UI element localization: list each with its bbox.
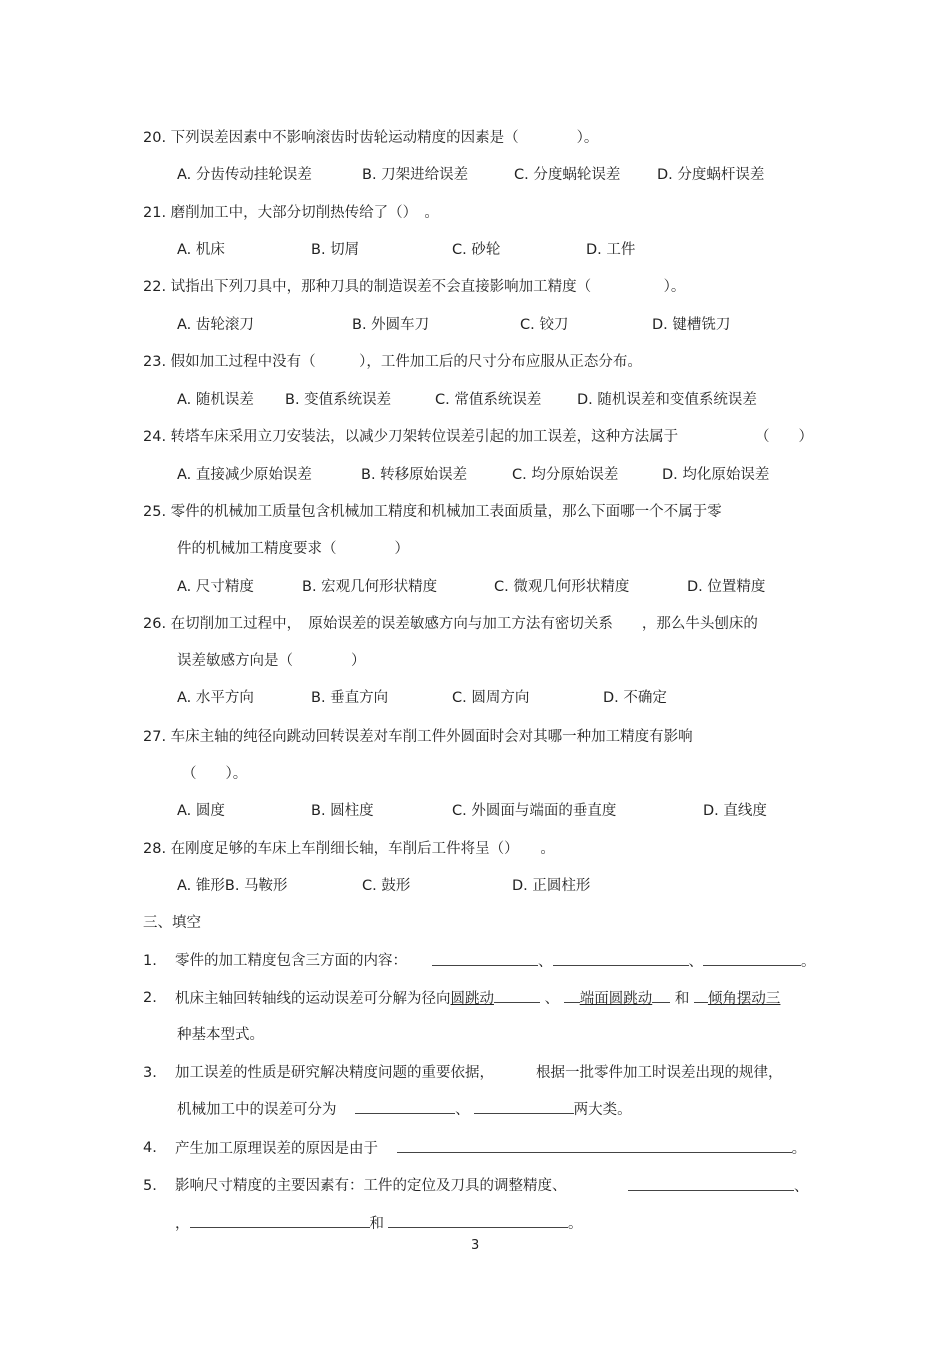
fill-2-line-2: 种基本型式。 [177, 1027, 264, 1043]
q22-option-b: B. 外圆车刀 [352, 317, 430, 333]
fill-5-end: 。 [568, 1216, 583, 1232]
fill-2-answer-1: 圆跳动 [450, 991, 494, 1007]
q25-option-d: D. 位置精度 [687, 579, 766, 595]
fill-2-number: 2. [143, 990, 157, 1006]
q24-option-c: C. 均分原始误差 [512, 467, 619, 483]
q27-option-a: A. 圆度 [177, 803, 225, 819]
fill-5-blank-1[interactable] [628, 1176, 794, 1191]
q23-option-a: A. 随机误差 [177, 392, 254, 408]
fill-5-comma: ， [175, 1216, 190, 1232]
q26-option-c: C. 圆周方向 [452, 690, 530, 706]
fill-2-line-1 [175, 988, 780, 1009]
fill-1-number: 1. [143, 953, 157, 969]
fill-5-number: 5. [143, 1178, 157, 1194]
q22-option-c: C. 铰刀 [520, 317, 569, 333]
q24-option-b: B. 转移原始误差 [361, 467, 468, 483]
q21-option-c: C. 砂轮 [452, 242, 501, 258]
q28-option-d: D. 正圆柱形 [512, 878, 591, 894]
fill-2-blank-1[interactable] [494, 988, 540, 1003]
q23-option-c: C. 常值系统误差 [435, 392, 542, 408]
q25-option-c: C. 微观几何形状精度 [494, 579, 630, 595]
fill-4-end: 。 [791, 1141, 807, 1157]
fill-5-blank-group-1 [628, 1176, 809, 1197]
question-27-text: 27. 车床主轴的纯径向跳动回转误差对车削工件外圆面时会对其哪一种加工精度有影响 [143, 729, 693, 745]
q24-option-a: A. 直接减少原始误差 [177, 467, 312, 483]
fill-5-blank-2[interactable] [190, 1213, 370, 1228]
fill-4-number: 4. [143, 1140, 157, 1156]
question-24-text: 24. 转塔车床采用立刀安装法，以减少刀架转位误差引起的加工误差，这种方法属于 [143, 429, 679, 445]
question-26-text: 26. 在切削加工过程中， 原始误差的误差敏感方向与加工方法有密切关系 ，那么牛头刨床的 [143, 616, 758, 632]
section-title: 三、填空 [143, 915, 201, 931]
q20-option-a: A. 分齿传动挂轮误差 [177, 167, 312, 183]
q28-option-a-b: A. 锥形B. 马鞍形 [177, 878, 288, 894]
fill-2-answer-3: 倾角摆动三 [707, 991, 781, 1007]
fill-5-blank-3[interactable] [388, 1213, 568, 1228]
q21-option-b: B. 切屑 [311, 242, 360, 258]
fill-3-blank-1[interactable] [355, 1099, 455, 1114]
question-27-text-cont: （ ）。 [182, 766, 248, 782]
fill-2-answer-2: 端面圆跳动 [579, 991, 653, 1007]
fill-1-sep-2: 、 [688, 954, 703, 970]
q24-option-d: D. 均化原始误差 [662, 467, 770, 483]
fill-5-line-2 [175, 1213, 583, 1234]
question-22-text: 22. 试指出下列刀具中，那种刀具的制造误差不会直接影响加工精度（ ）。 [143, 279, 686, 295]
q22-option-a: A. 齿轮滚刀 [177, 317, 254, 333]
q20-option-b: B. 刀架进给误差 [362, 167, 469, 183]
fill-1-blank-1[interactable] [432, 951, 538, 966]
fill-2-blank-2b[interactable] [652, 988, 670, 1003]
q21-option-d: D. 工件 [586, 242, 636, 258]
fill-3-text-b: 根据一批零件加工时误差出现的规律， [536, 1065, 783, 1081]
fill-1-sep-1: 、 [538, 954, 553, 970]
fill-1-blanks [432, 951, 816, 972]
question-26-text-cont: 误差敏感方向是（ ） [177, 653, 366, 669]
q28-option-c: C. 鼓形 [362, 878, 411, 894]
q20-option-d: D. 分度蜗杆误差 [657, 167, 765, 183]
fill-5-text: 影响尺寸精度的主要因素有：工件的定位及刀具的调整精度、 [175, 1178, 567, 1194]
q25-option-a: A. 尺寸精度 [177, 579, 254, 595]
fill-1-text: 零件的加工精度包含三方面的内容： [175, 953, 407, 969]
question-28-text: 28. 在刚度足够的车床上车削细长轴，车削后工件将呈（） 。 [143, 841, 555, 857]
question-25-text-cont: 件的机械加工精度要求（ ） [177, 541, 409, 557]
fill-2-text: 机床主轴回转轴线的运动误差可分解为径向 [175, 991, 451, 1007]
fill-3-sep-1: 、 [455, 1102, 470, 1118]
fill-3-text: 加工误差的性质是研究解决精度问题的重要依据， [175, 1065, 494, 1081]
fill-5-sep-1: 、 [794, 1179, 809, 1195]
q25-option-b: B. 宏观几何形状精度 [302, 579, 438, 595]
fill-4-blank[interactable] [397, 1138, 792, 1153]
q27-option-b: B. 圆柱度 [311, 803, 374, 819]
q27-option-c: C. 外圆面与端面的垂直度 [452, 803, 617, 819]
q27-option-d: D. 直线度 [703, 803, 767, 819]
question-24-answer-paren: （ ） [755, 429, 813, 445]
fill-2-blank-2a[interactable] [564, 988, 580, 1003]
question-25-text: 25. 零件的机械加工质量包含机械加工精度和机械加工表面质量，那么下面哪一个不属于零 [143, 504, 722, 520]
question-21-text: 21. 磨削加工中，大部分切削热传给了（） 。 [143, 205, 439, 221]
q23-option-d: D. 随机误差和变值系统误差 [577, 392, 757, 408]
fill-2-blank-3[interactable] [694, 988, 708, 1003]
fill-1-end: 。 [801, 954, 816, 970]
fill-3-blank-2[interactable] [474, 1099, 574, 1114]
fill-4-text: 产生加工原理误差的原因是由于 [175, 1141, 378, 1157]
fill-2-sep-1: 、 [544, 991, 560, 1007]
q26-option-d: D. 不确定 [603, 690, 667, 706]
fill-1-blank-3[interactable] [703, 951, 801, 966]
page-number: 3 [471, 1238, 480, 1253]
fill-3-line-2 [177, 1099, 632, 1120]
fill-4-line [175, 1138, 806, 1159]
q21-option-a: A. 机床 [177, 242, 225, 258]
question-20-text: 20. 下列误差因素中不影响滚齿时齿轮运动精度的因素是（ ）。 [143, 130, 599, 146]
fill-2-and: 和 [674, 991, 690, 1007]
fill-1-blank-2[interactable] [553, 951, 689, 966]
fill-3-number: 3. [143, 1065, 157, 1081]
fill-5-and: 和 [369, 1216, 384, 1232]
q20-option-c: C. 分度蜗轮误差 [514, 167, 621, 183]
fill-3-line-2-text: 机械加工中的误差可分为 [177, 1102, 337, 1118]
q22-option-d: D. 键槽铣刀 [652, 317, 731, 333]
q26-option-a: A. 水平方向 [177, 690, 254, 706]
q23-option-b: B. 变值系统误差 [285, 392, 392, 408]
question-23-text: 23. 假如加工过程中没有（ ），工件加工后的尺寸分布应服从正态分布。 [143, 354, 642, 370]
fill-3-end: 两大类。 [573, 1102, 632, 1118]
q26-option-b: B. 垂直方向 [311, 690, 389, 706]
